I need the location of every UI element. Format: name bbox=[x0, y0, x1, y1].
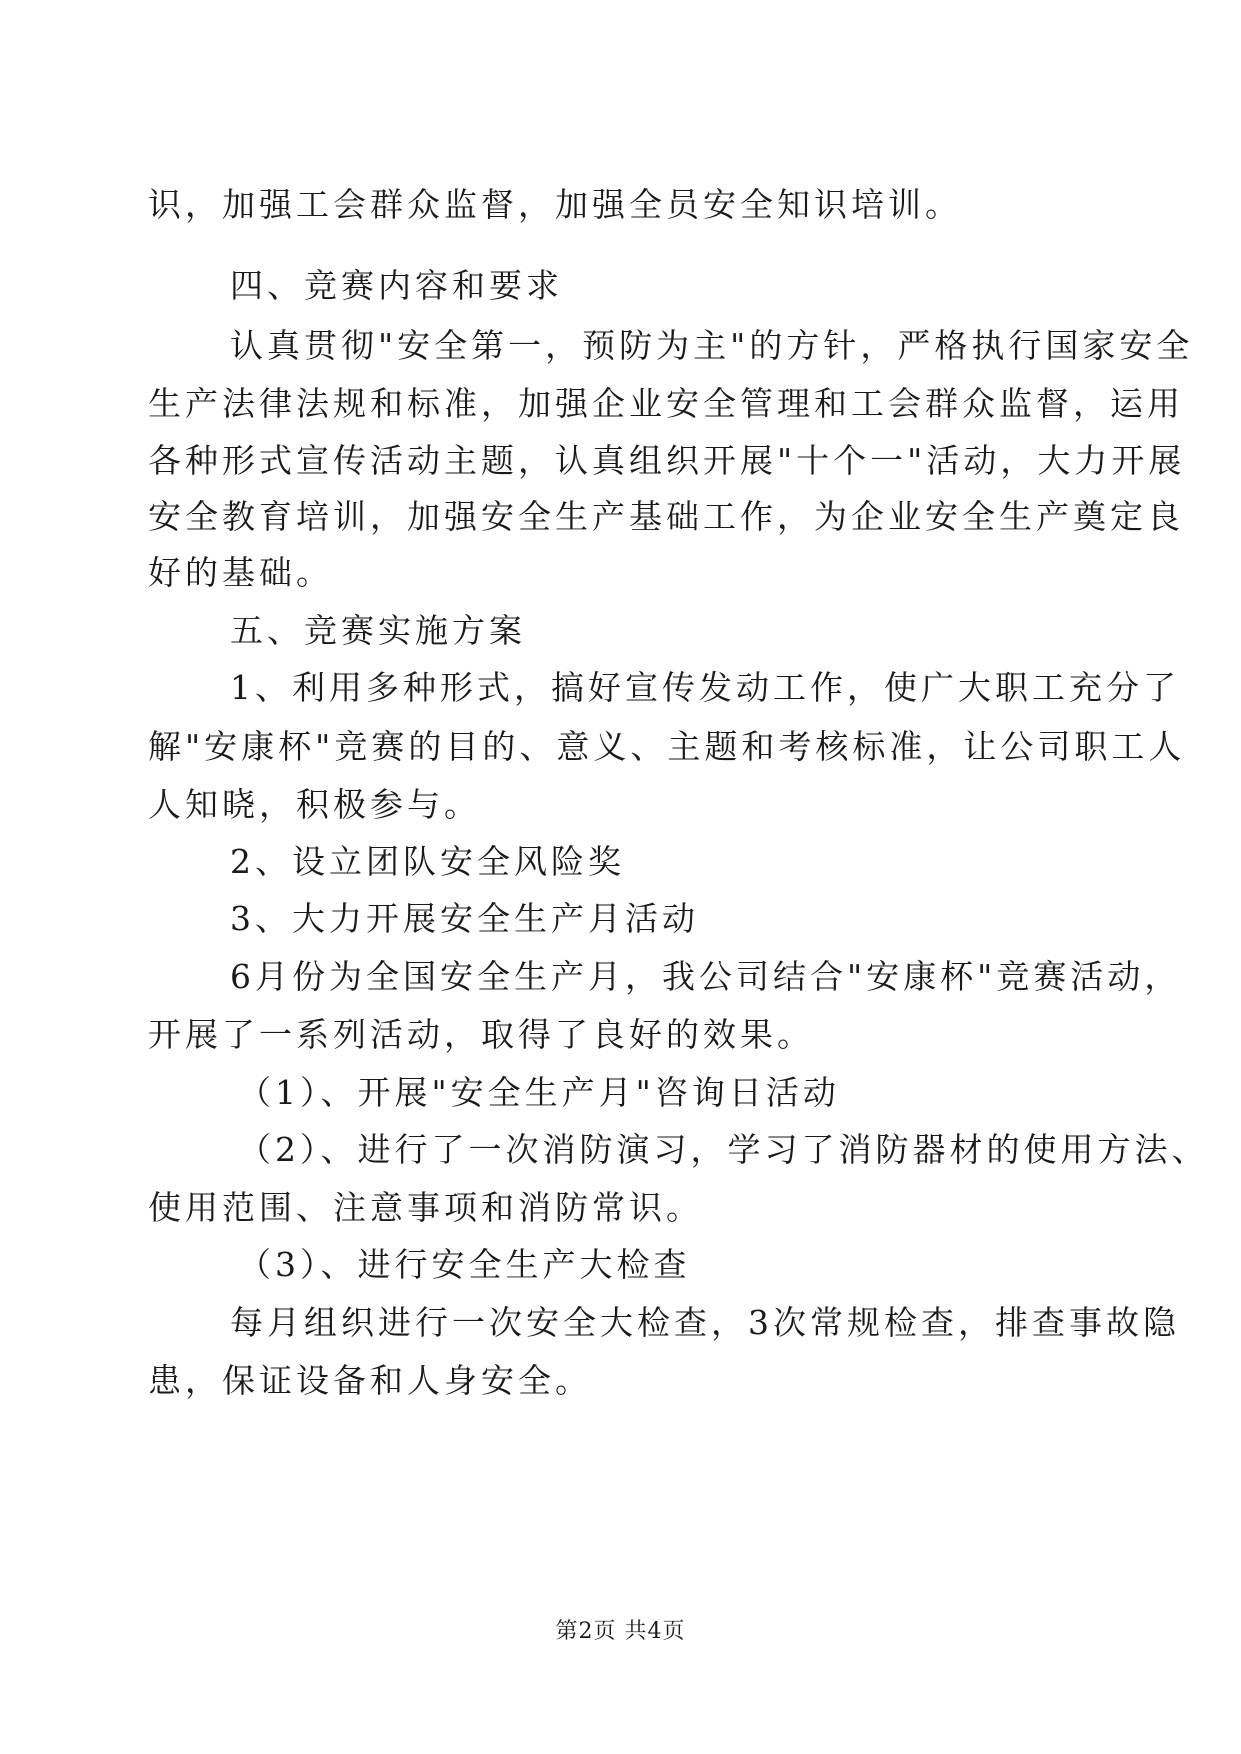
body-line: 解"安康杯"竞赛的目的、意义、主题和考核标准，让公司职工人 bbox=[148, 727, 1186, 766]
body-line: （2）、进行了一次消防演习，学习了消防器材的使用方法、 bbox=[238, 1130, 1209, 1169]
section-heading: 四、竞赛内容和要求 bbox=[230, 266, 563, 305]
body-line: 各种形式宣传活动主题，认真组织开展"十个一"活动，大力开展 bbox=[148, 441, 1186, 480]
body-line: （1）、开展"安全生产月"咨询日活动 bbox=[238, 1073, 840, 1112]
body-line: 人知晓，积极参与。 bbox=[148, 785, 481, 824]
section-heading: 五、竞赛实施方案 bbox=[230, 611, 526, 650]
body-line: 生产法律法规和标准，加强企业安全管理和工会群众监督，运用 bbox=[148, 384, 1184, 423]
body-line: 安全教育培训，加强安全生产基础工作，为企业安全生产奠定良 bbox=[148, 497, 1184, 536]
body-line: 认真贯彻"安全第一，预防为主"的方针，严格执行国家安全 bbox=[230, 326, 1194, 365]
body-line: 6月份为全国安全生产月，我公司结合"安康杯"竞赛活动， bbox=[230, 957, 1182, 996]
body-line: 患，保证设备和人身安全。 bbox=[148, 1361, 592, 1400]
body-line: 使用范围、注意事项和消防常识。 bbox=[148, 1188, 703, 1227]
body-line: 开展了一系列活动，取得了良好的效果。 bbox=[148, 1015, 814, 1054]
body-line: （3）、进行安全生产大检查 bbox=[238, 1245, 691, 1284]
body-line: 好的基础。 bbox=[148, 553, 333, 592]
page-number-footer: 第2页 共4页 bbox=[555, 1619, 686, 1644]
body-line: 1、利用多种形式，搞好宣传发动工作，使广大职工充分了 bbox=[230, 668, 1180, 707]
body-line: 2、设立团队安全风险奖 bbox=[230, 842, 625, 881]
body-line: 3、大力开展安全生产月活动 bbox=[230, 899, 699, 938]
body-line: 识，加强工会群众监督，加强全员安全知识培训。 bbox=[148, 185, 962, 224]
body-line: 每月组织进行一次安全大检查，3次常规检查，排查事故隐 bbox=[230, 1303, 1180, 1342]
